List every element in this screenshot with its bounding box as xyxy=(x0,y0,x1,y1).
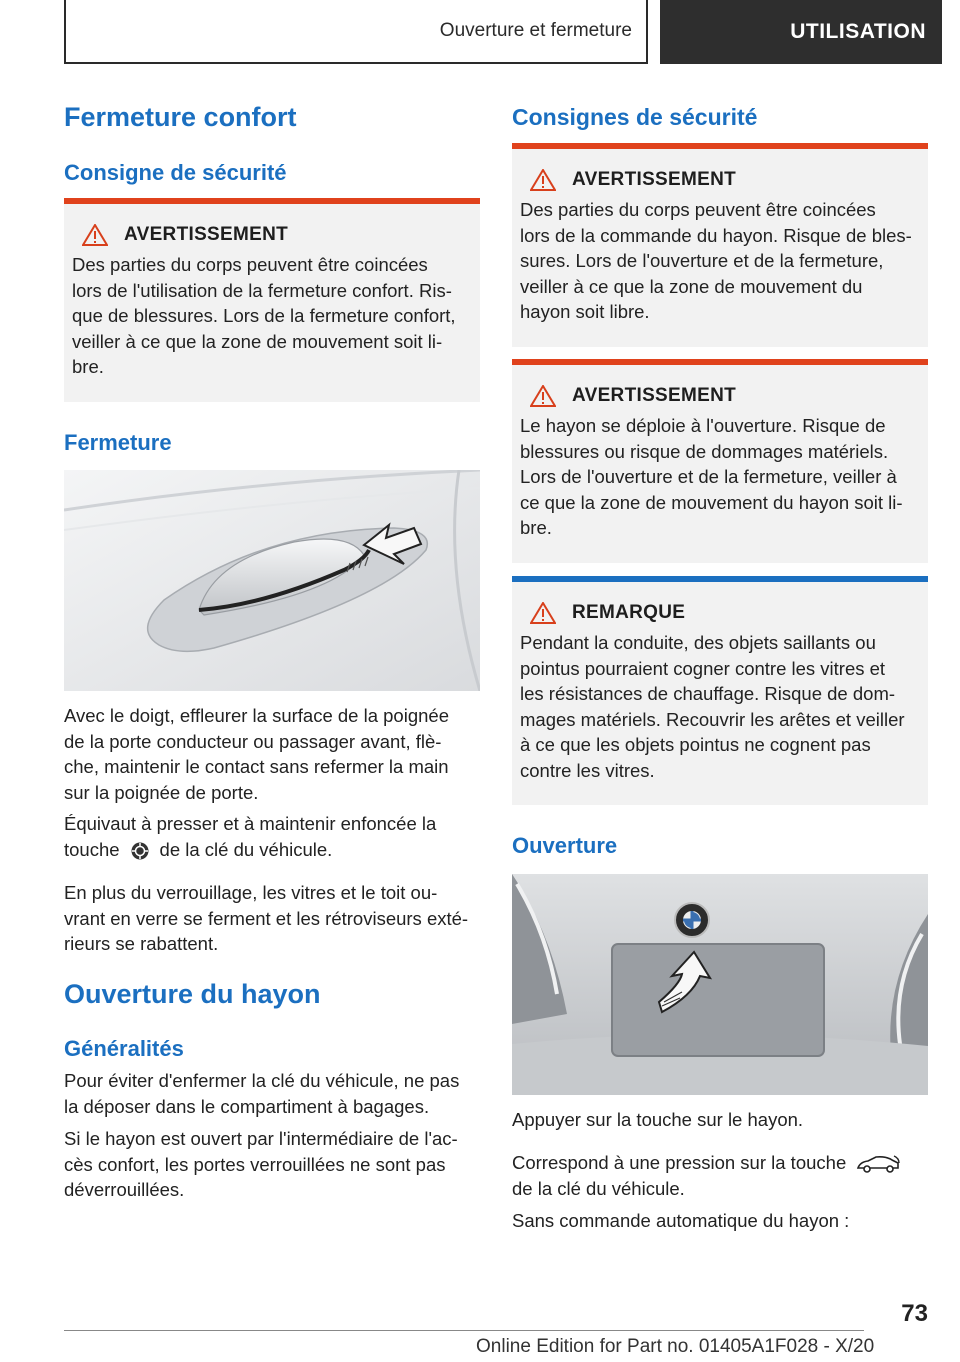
warning-line: que de blessures. Lors de la fermeture confort, xyxy=(72,305,456,326)
opening-no-auto-text xyxy=(512,1208,928,1234)
text-line xyxy=(64,837,480,863)
warning-line: veiller à ce que la zone de mouvement soit li- xyxy=(72,330,443,352)
warning-line: bre. xyxy=(72,356,104,377)
text-line: Appuyer sur la touche sur le hayon. xyxy=(512,1109,804,1130)
equivalent-key-text xyxy=(64,811,480,862)
opening-equivalent-text xyxy=(512,1150,928,1201)
text-line xyxy=(512,1150,928,1176)
section-title: Ouverture et fermeture xyxy=(439,20,632,41)
text-fragment: de la clé du véhicule. xyxy=(159,838,333,860)
warning-text xyxy=(72,252,472,380)
tailgate-car-icon xyxy=(856,1154,900,1174)
door-handle-illustration xyxy=(64,470,480,691)
warning-triangle-icon xyxy=(530,602,556,624)
notice-bar xyxy=(512,576,928,582)
warning-title-row xyxy=(82,224,472,246)
warning-line: Des parties du corps peuvent être coincées xyxy=(72,254,428,275)
text-line: cès confort, les portes verrouillées ne sont pas xyxy=(64,1153,446,1175)
heading-tailgate-opening: Ouverture du hayon xyxy=(64,979,321,1009)
notice-box xyxy=(512,576,928,805)
warning-bar xyxy=(64,198,480,204)
warning-triangle-icon xyxy=(530,169,556,191)
warning-line: lors de l'utilisation de la fermeture confort. Ris- xyxy=(72,279,452,301)
warning-text xyxy=(520,413,920,541)
heading-closing: Fermeture xyxy=(64,430,172,455)
warning-title: AVERTISSEMENT xyxy=(572,385,737,406)
warning-triangle-icon xyxy=(82,224,108,246)
warning-title-row xyxy=(530,385,920,407)
text-line: En plus du verrouillage, les vitres et le toit ou- xyxy=(64,882,438,903)
notice-title: REMARQUE xyxy=(572,602,686,623)
text-line: Sans commande automatique du hayon : xyxy=(512,1210,850,1231)
text-line: Si le hayon est ouvert par l'intermédiaire de l'ac- xyxy=(64,1128,458,1149)
text-line: Équivaut à presser et à maintenir enfoncée la xyxy=(64,813,437,834)
text-line: de la porte conducteur ou passager avant, flè- xyxy=(64,730,442,752)
warning-line: bre. xyxy=(520,517,552,538)
heading-general: Généralités xyxy=(64,1036,184,1061)
general-text-2 xyxy=(64,1126,480,1203)
text-line: sur la poignée de porte. xyxy=(64,781,259,803)
warning-line: ce que la zone de mouvement du hayon soit li- xyxy=(520,491,903,513)
heading-safety-notes: Consignes de sécurité xyxy=(512,104,758,130)
notice-line: pointus pourraient cogner contre les vitres et xyxy=(520,657,886,679)
warning-line: blessures ou risque de dommages matériels. xyxy=(520,440,889,462)
page-number: 73 xyxy=(901,1300,928,1327)
closing-instruction xyxy=(64,703,480,805)
warning-line: Des parties du corps peuvent être coincées xyxy=(520,199,876,220)
notice-line: mages matériels. Recouvrir les arêtes et veiller xyxy=(520,708,905,730)
text-line: rieurs se rabattent. xyxy=(64,933,219,954)
notice-line: à ce que les objets pointus ne cognent pas xyxy=(520,734,871,755)
notice-line: les résistances de chauffage. Risque de dom- xyxy=(520,683,896,704)
warning-box-comfort xyxy=(64,198,480,402)
text-line: de la clé du véhicule. xyxy=(512,1177,685,1199)
warning-bar xyxy=(512,143,928,149)
heading-opening: Ouverture xyxy=(512,833,618,858)
general-text-1 xyxy=(64,1068,480,1119)
warning-text xyxy=(520,197,920,325)
opening-instruction xyxy=(512,1107,928,1133)
footer-divider xyxy=(64,1330,864,1331)
text-fragment: Correspond à une pression sur la touche xyxy=(512,1152,847,1173)
text-line: déverrouillées. xyxy=(64,1179,185,1200)
warning-line: hayon soit libre. xyxy=(520,301,650,322)
notice-line: contre les vitres. xyxy=(520,759,655,781)
warning-bar xyxy=(512,359,928,365)
warning-line: veiller à ce que la zone de mouvement du xyxy=(520,275,863,297)
tailgate-button-illustration xyxy=(512,874,928,1095)
heading-safety-note: Consigne de sécurité xyxy=(64,160,287,185)
warning-line: sures. Lors de l'ouverture et de la fermeture, xyxy=(520,250,884,271)
chapter-header xyxy=(660,0,942,64)
notice-text xyxy=(520,630,920,783)
notice-title-row xyxy=(530,602,920,624)
warning-box-tailgate-2 xyxy=(512,359,928,563)
closing-extra-text xyxy=(64,880,480,957)
text-line: che, maintenir le contact sans refermer la main xyxy=(64,756,449,777)
warning-line: lors de la commande du hayon. Risque de bles- xyxy=(520,224,912,246)
notice-line: Pendant la conduite, des objets saillants ou xyxy=(520,632,876,653)
section-header xyxy=(64,0,648,64)
warning-box-tailgate-1 xyxy=(512,143,928,347)
key-lock-button-icon xyxy=(130,841,150,861)
text-line: vrant en verre se ferment et les rétroviseurs exté- xyxy=(64,907,469,929)
warning-title: AVERTISSEMENT xyxy=(572,169,737,190)
warning-title: AVERTISSEMENT xyxy=(124,224,289,245)
edition-text: Online Edition for Part no. 01405A1F028 - X/20 xyxy=(476,1336,875,1357)
heading-comfort-closing: Fermeture confort xyxy=(64,102,297,132)
text-line: la déposer dans le compartiment à bagages. xyxy=(64,1095,430,1117)
warning-line: Le hayon se déploie à l'ouverture. Risque de xyxy=(520,415,886,436)
chapter-title: UTILISATION xyxy=(790,20,926,43)
text-line: Avec le doigt, effleurer la surface de la poignée xyxy=(64,705,449,726)
warning-triangle-icon xyxy=(530,385,556,407)
text-fragment: touche xyxy=(64,838,120,860)
warning-line: Lors de l'ouverture et de la fermeture, veiller à xyxy=(520,466,897,487)
text-line: Pour éviter d'enfermer la clé du véhicule, ne pas xyxy=(64,1070,460,1091)
warning-title-row xyxy=(530,169,920,191)
